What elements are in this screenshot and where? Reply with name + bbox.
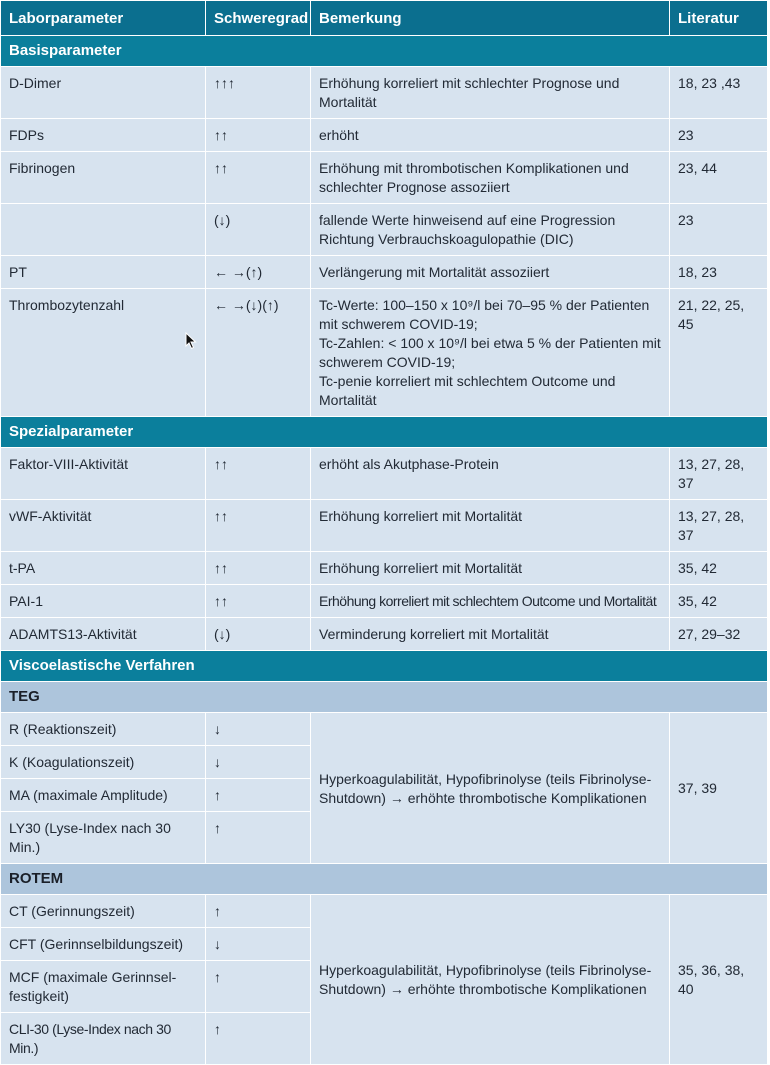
- grade-cell: ↑: [206, 961, 311, 1013]
- table-row: [1, 618, 768, 651]
- param-cell: PAI-1: [1, 585, 206, 618]
- param-cell: t-PA: [1, 552, 206, 585]
- param-cell: LY30 (Lyse-Index nach 30 Min.): [1, 812, 206, 864]
- header-laborparameter: Laborparameter: [1, 1, 206, 36]
- rotem-lit-cell: 35, 36, 38, 40: [670, 895, 768, 1065]
- param-cell: PT: [1, 256, 206, 289]
- table-row: [1, 713, 768, 746]
- param-cell: MA (maximale Amplitude): [1, 779, 206, 812]
- note-cell: Tc-Werte: 100–150 x 10⁹/l bei 70–95 % der Patienten mit schwerem COVID-19; Tc-Zahlen: < 100 x 10⁹/l bei etwa 5 % der Patienten mit schwerem COVID-19; Tc-penie korreliert mit schlechtem Outcome und Mortalität: [311, 289, 670, 417]
- section-viscoelastische-verfahren: [1, 651, 768, 682]
- table-row: [1, 895, 768, 928]
- lit-cell: 13, 27, 28, 37: [670, 448, 768, 500]
- note-cell: fallende Werte hinweisend auf eine Progression Richtung Verbrauchskoagulopathie (DIC): [311, 204, 670, 256]
- grade-cell: ↑↑: [206, 152, 311, 204]
- teg-note-cell: Hyperkoagulabilität, Hypofibrinolyse (teils Fibrinolyse-Shutdown) → erhöhte thrombotische Komplikationen: [311, 713, 670, 864]
- subsection-title: ROTEM: [1, 864, 768, 895]
- param-cell: Fibrinogen: [1, 152, 206, 204]
- lit-cell: 18, 23 ,43: [670, 67, 768, 119]
- grade-cell: ↑↑: [206, 552, 311, 585]
- grade-cell: ← →(↑): [206, 256, 311, 289]
- table-row: [1, 289, 768, 417]
- section-title: Viscoelastische Verfahren: [1, 651, 768, 682]
- lit-cell: 35, 42: [670, 552, 768, 585]
- note-cell: Erhöhung korreliert mit schlechter Prognose und Mortalität: [311, 67, 670, 119]
- note-cell: Erhöhung mit thrombotischen Komplikationen und schlechter Prognose assoziiert: [311, 152, 670, 204]
- param-cell: CFT (Gerinnselbildungszeit): [1, 928, 206, 961]
- grade-cell: ← →(↓)(↑): [206, 289, 311, 417]
- param-cell: vWF-Aktivität: [1, 500, 206, 552]
- section-title: Spezialparameter: [1, 417, 768, 448]
- lit-cell: 27, 29–32: [670, 618, 768, 651]
- note-cell: erhöht als Akutphase-Protein: [311, 448, 670, 500]
- table-row: [1, 585, 768, 618]
- param-cell: D-Dimer: [1, 67, 206, 119]
- grade-cell: ↑↑: [206, 119, 311, 152]
- grade-cell: (↓): [206, 618, 311, 651]
- param-cell: K (Koagulationszeit): [1, 746, 206, 779]
- grade-cell: ↑: [206, 895, 311, 928]
- lit-cell: 21, 22, 25, 45: [670, 289, 768, 417]
- param-cell: CLI-30 (Lyse-Index nach 30 Min.): [1, 1013, 206, 1065]
- section-title: Basisparameter: [1, 36, 768, 67]
- section-basisparameter: [1, 36, 768, 67]
- note-cell: Erhöhung korreliert mit schlechtem Outcome und Mortalität: [311, 585, 670, 618]
- note-cell: Erhöhung korreliert mit Mortalität: [311, 552, 670, 585]
- grade-cell: ↑↑↑: [206, 67, 311, 119]
- lit-cell: 18, 23: [670, 256, 768, 289]
- subsection-title: TEG: [1, 682, 768, 713]
- note-cell: erhöht: [311, 119, 670, 152]
- note-cell: Verlängerung mit Mortalität assoziiert: [311, 256, 670, 289]
- table-row: [1, 119, 768, 152]
- lit-cell: 23, 44: [670, 152, 768, 204]
- lit-cell: 35, 42: [670, 585, 768, 618]
- grade-cell: ↑↑: [206, 500, 311, 552]
- table-row: [1, 448, 768, 500]
- grade-cell: ↓: [206, 928, 311, 961]
- param-cell: R (Reaktionszeit): [1, 713, 206, 746]
- param-cell: MCF (maximale Gerinnsel-festigkeit): [1, 961, 206, 1013]
- param-cell: FDPs: [1, 119, 206, 152]
- param-cell: CT (Gerinnungszeit): [1, 895, 206, 928]
- param-cell: Thrombozytenzahl: [1, 289, 206, 417]
- header-bemerkung: Bemerkung: [311, 1, 670, 36]
- header-row: [1, 1, 768, 36]
- table-row: [1, 500, 768, 552]
- grade-cell: (↓): [206, 204, 311, 256]
- header-literatur: Literatur: [670, 1, 768, 36]
- note-cell: Erhöhung korreliert mit Mortalität: [311, 500, 670, 552]
- grade-cell: ↑↑: [206, 585, 311, 618]
- header-schweregrad: Schweregrad: [206, 1, 311, 36]
- param-cell: Faktor-VIII-Aktivität: [1, 448, 206, 500]
- grade-cell: ↑↑: [206, 448, 311, 500]
- grade-cell: ↑: [206, 779, 311, 812]
- grade-cell: ↑: [206, 812, 311, 864]
- teg-lit-cell: 37, 39: [670, 713, 768, 864]
- grade-cell: ↓: [206, 746, 311, 779]
- param-cell: ADAMTS13-Aktivität: [1, 618, 206, 651]
- mouse-pointer-icon: [185, 332, 197, 350]
- grade-cell: ↑: [206, 1013, 311, 1065]
- table-row: [1, 256, 768, 289]
- table-row: [1, 67, 768, 119]
- param-cell: [1, 204, 206, 256]
- rotem-note-cell: Hyperkoagulabilität, Hypofibrinolyse (teils Fibrinolyse-Shutdown) → erhöhte thrombotische Komplikationen: [311, 895, 670, 1065]
- note-cell: Verminderung korreliert mit Mortalität: [311, 618, 670, 651]
- section-spezialparameter: [1, 417, 768, 448]
- grade-cell: ↓: [206, 713, 311, 746]
- lit-cell: 13, 27, 28, 37: [670, 500, 768, 552]
- lit-cell: 23: [670, 119, 768, 152]
- subsection-teg: [1, 682, 768, 713]
- lit-cell: 23: [670, 204, 768, 256]
- subsection-rotem: [1, 864, 768, 895]
- table-row: [1, 152, 768, 204]
- table-row: [1, 204, 768, 256]
- table-row: [1, 552, 768, 585]
